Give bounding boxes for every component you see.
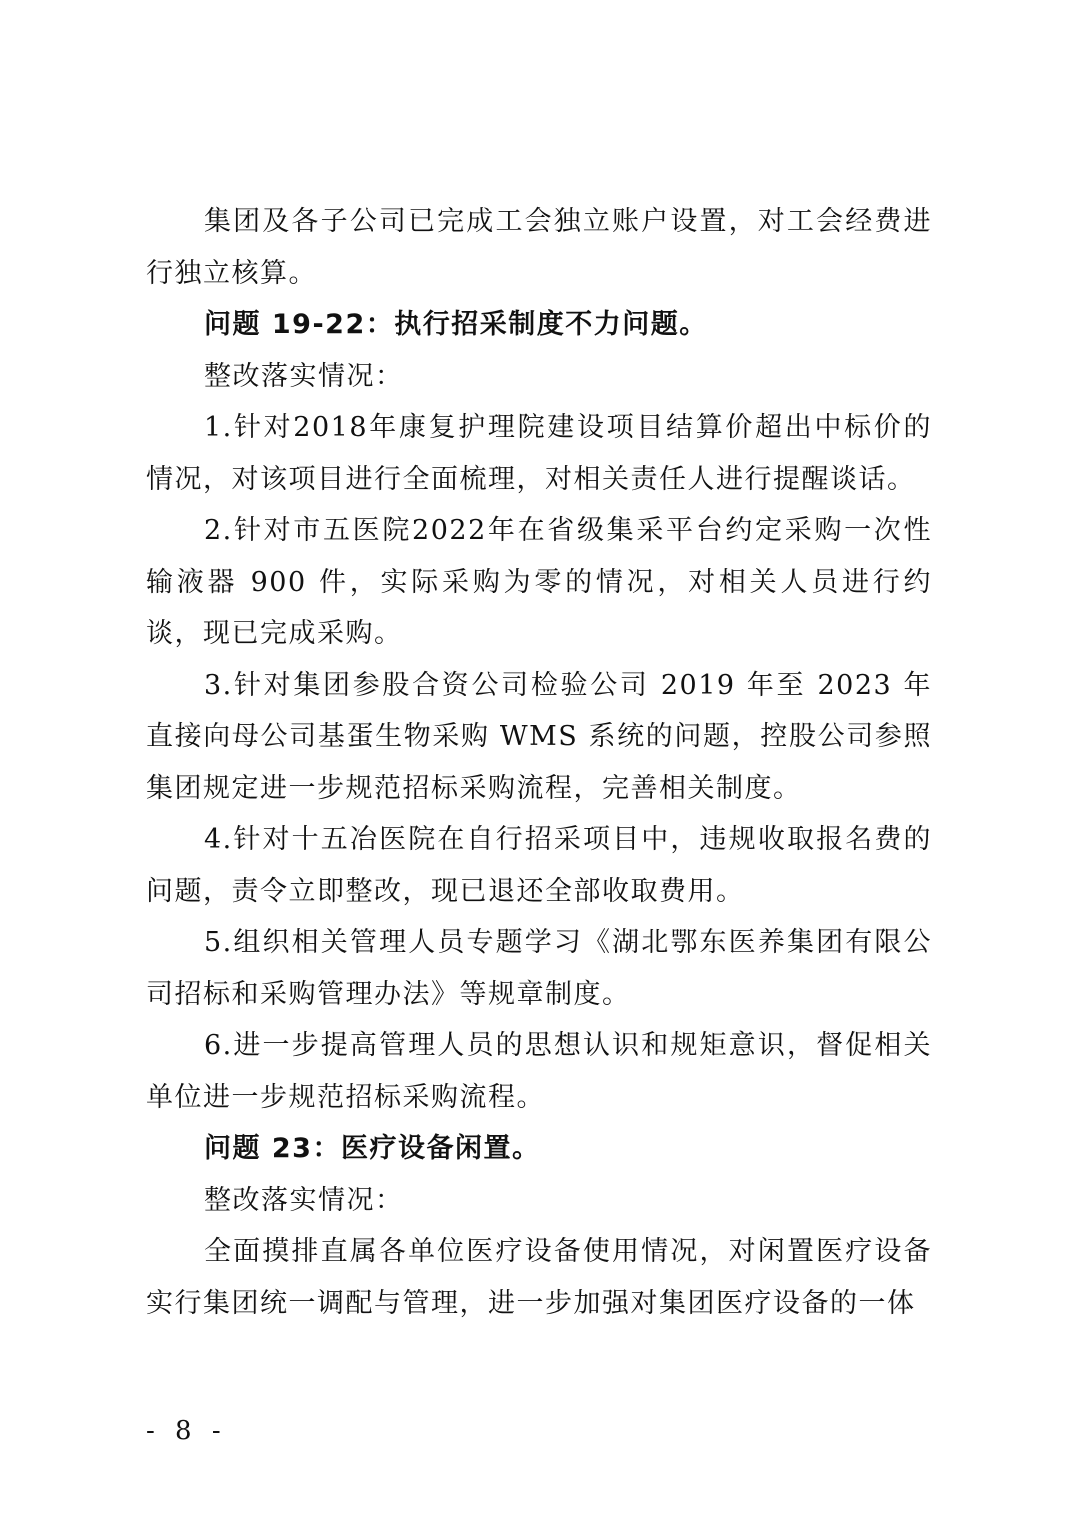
document-body (146, 196, 932, 1329)
paragraph-rectification-label-1: 整改落实情况： (204, 360, 404, 392)
heading-issue-23: 问题 23：医疗设备闲置。 (204, 1133, 541, 1164)
paragraph-item-4: 4.针对十五冶医院在自行招采项目中，违规收取报名费的问题，责令立即整改，现已退还全部收取费用。 (146, 824, 932, 907)
paragraph-item-6: 6.进一步提高管理人员的思想认识和规矩意识，督促相关单位进一步规范招标采购流程。 (146, 1030, 932, 1113)
page-number: - 8 - (146, 1416, 227, 1446)
paragraph-rectification-label-2: 整改落实情况： (204, 1184, 404, 1216)
heading-issue-19-22: 问题 19-22：执行招采制度不力问题。 (204, 309, 708, 340)
paragraph-item-1: 1.针对2018年康复护理院建设项目结算价超出中标价的情况，对该项目进行全面梳理，对相关责任人进行提醒谈话。 (146, 412, 932, 495)
paragraph-item-2: 2.针对市五医院2022年在省级集采平台约定采购一次性输液器 900 件，实际采购为零的情况，对相关人员进行约谈，现已完成采购。 (146, 515, 932, 649)
paragraph-item-3: 3.针对集团参股合资公司检验公司 2019 年至 2023 年直接向母公司基蛋生物采购 WMS 系统的问题，控股公司参照集团规定进一步规范招标采购流程，完善相关制度。 (146, 669, 932, 804)
paragraph-item-5: 5.组织相关管理人员专题学习《湖北鄂东医养集团有限公司招标和采购管理办法》等规章制度。 (146, 927, 932, 1010)
paragraph-equipment: 全面摸排直属各单位医疗设备使用情况，对闲置医疗设备实行集团统一调配与管理，进一步加强对集团医疗设备的一体 (146, 1236, 932, 1319)
paragraph-union-accounts: 集团及各子公司已完成工会独立账户设置，对工会经费进行独立核算。 (146, 206, 932, 289)
